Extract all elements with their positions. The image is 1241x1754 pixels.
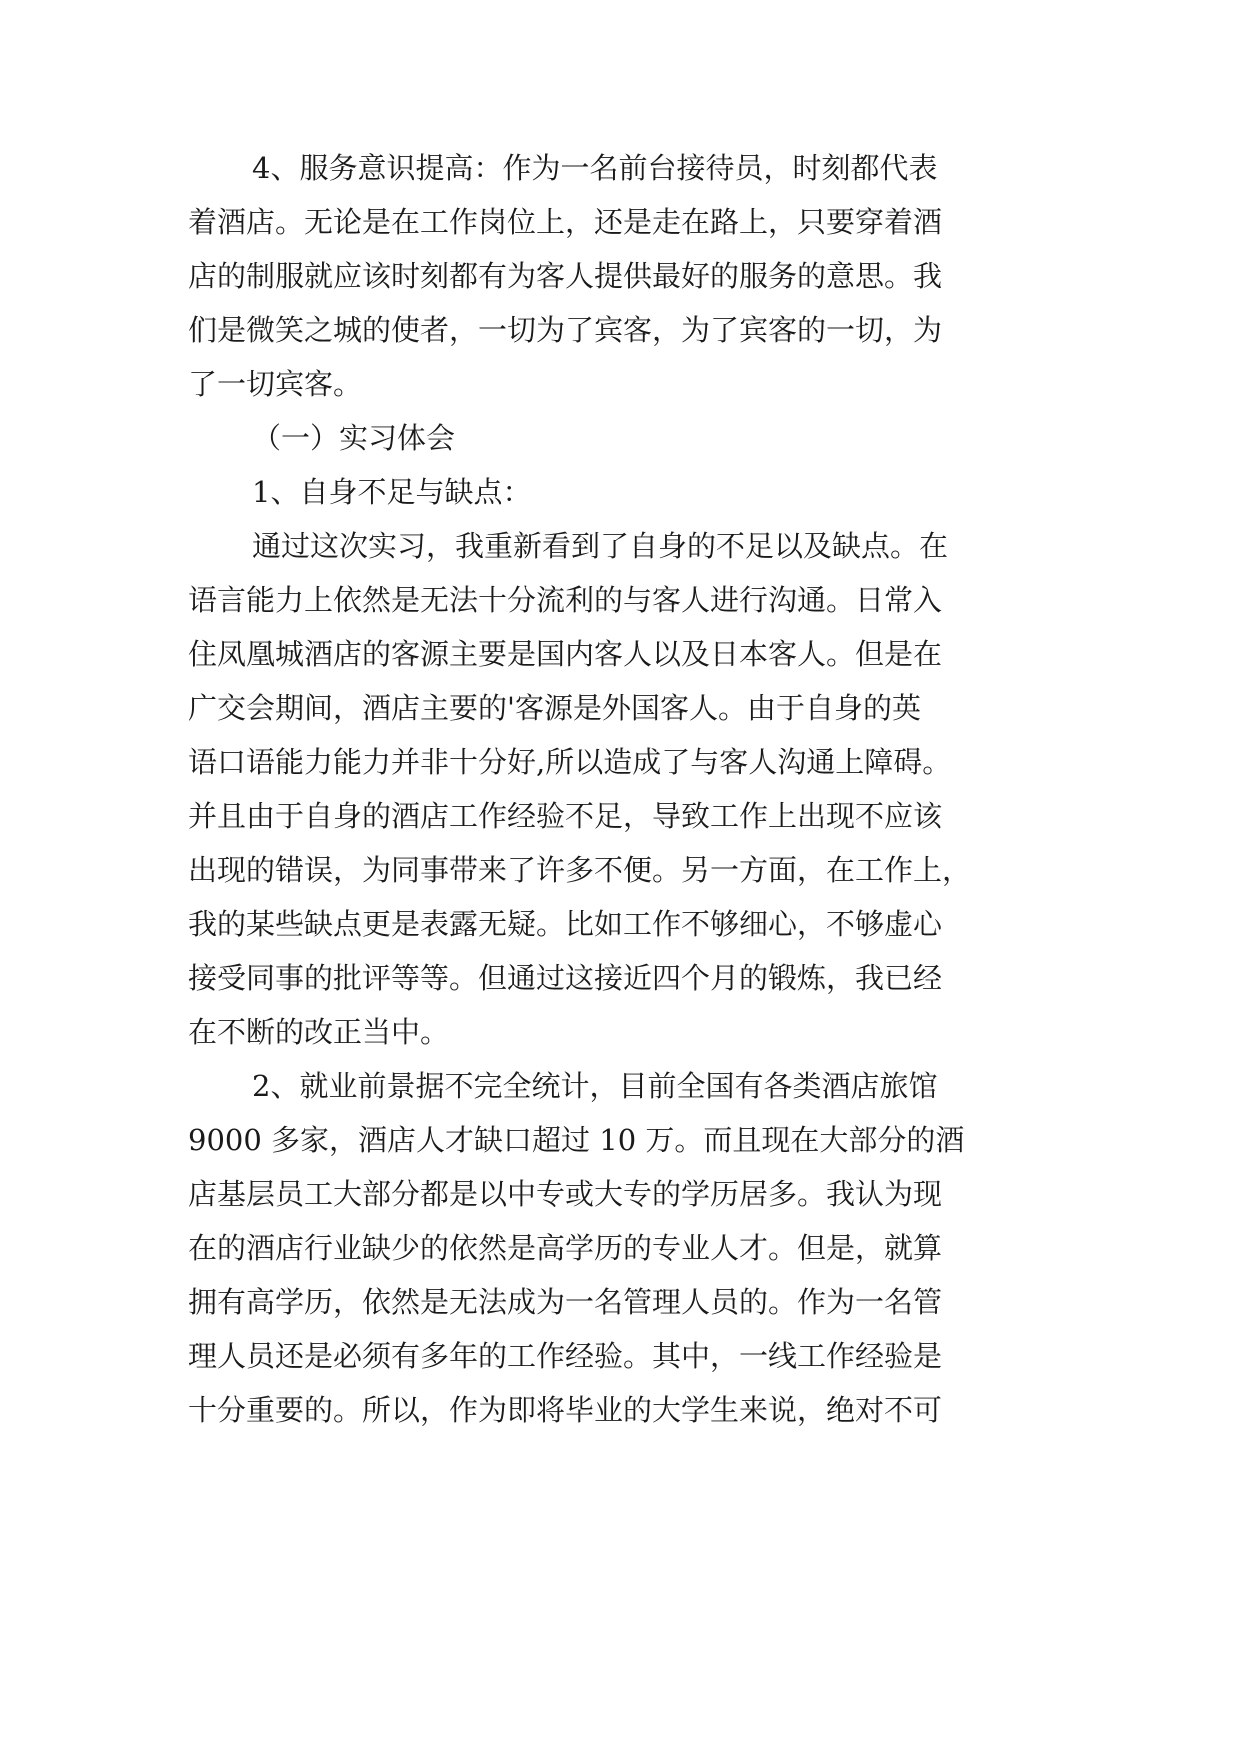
text-line: 们是微笑之城的使者，一切为了宾客，为了宾客的一切，为 [188,313,943,347]
text-line: 出现的错误，为同事带来了许多不便。另一方面，在工作上， [188,853,972,887]
text-line: 4、服务意识提高：作为一名前台接待员，时刻都代表 [252,151,938,185]
text-line: 通过这次实习，我重新看到了自身的不足以及缺点。在 [252,529,949,563]
text-line: 店基层员工大部分都是以中专或大专的学历居多。我认为现 [188,1177,943,1211]
subsection-heading: 1、自身不足与缺点： [252,475,532,509]
text-line: 着酒店。无论是在工作岗位上，还是走在路上，只要穿着酒 [188,205,943,239]
text-line: 拥有高学历，依然是无法成为一名管理人员的。作为一名管 [188,1285,943,1319]
text-line: 住凤凰城酒店的客源主要是国内客人以及日本客人。但是在 [188,637,943,671]
text-line: 店的制服就应该时刻都有为客人提供最好的服务的意思。我 [188,259,943,293]
text-line: 在不断的改正当中。 [188,1015,450,1049]
text-line: 语口语能力能力并非十分好,所以造成了与客人沟通上障碍。 [188,745,952,779]
text-line: 广交会期间，酒店主要的'客源是外国客人。由于自身的英 [188,691,921,725]
section-heading: （一）实习体会 [252,421,456,455]
text-line: 理人员还是必须有多年的工作经验。其中，一线工作经验是 [188,1339,943,1373]
text-line: 我的某些缺点更是表露无疑。比如工作不够细心，不够虚心 [188,907,943,941]
text-line: 在的酒店行业缺少的依然是高学历的专业人才。但是，就算 [188,1231,943,1265]
text-line: 2、就业前景据不完全统计，目前全国有各类酒店旅馆 [252,1069,938,1103]
text-line: 并且由于自身的酒店工作经验不足，导致工作上出现不应该 [188,799,943,833]
text-line: 语言能力上依然是无法十分流利的与客人进行沟通。日常入 [188,583,943,617]
text-line: 十分重要的。所以，作为即将毕业的大学生来说，绝对不可 [188,1393,943,1427]
text-line: 了一切宾客。 [188,367,363,401]
text-line: 接受同事的批评等等。但通过这接近四个月的锻炼，我已经 [188,961,943,995]
text-line: 9000 多家，酒店人才缺口超过 10 万。而且现在大部分的酒 [188,1123,965,1157]
